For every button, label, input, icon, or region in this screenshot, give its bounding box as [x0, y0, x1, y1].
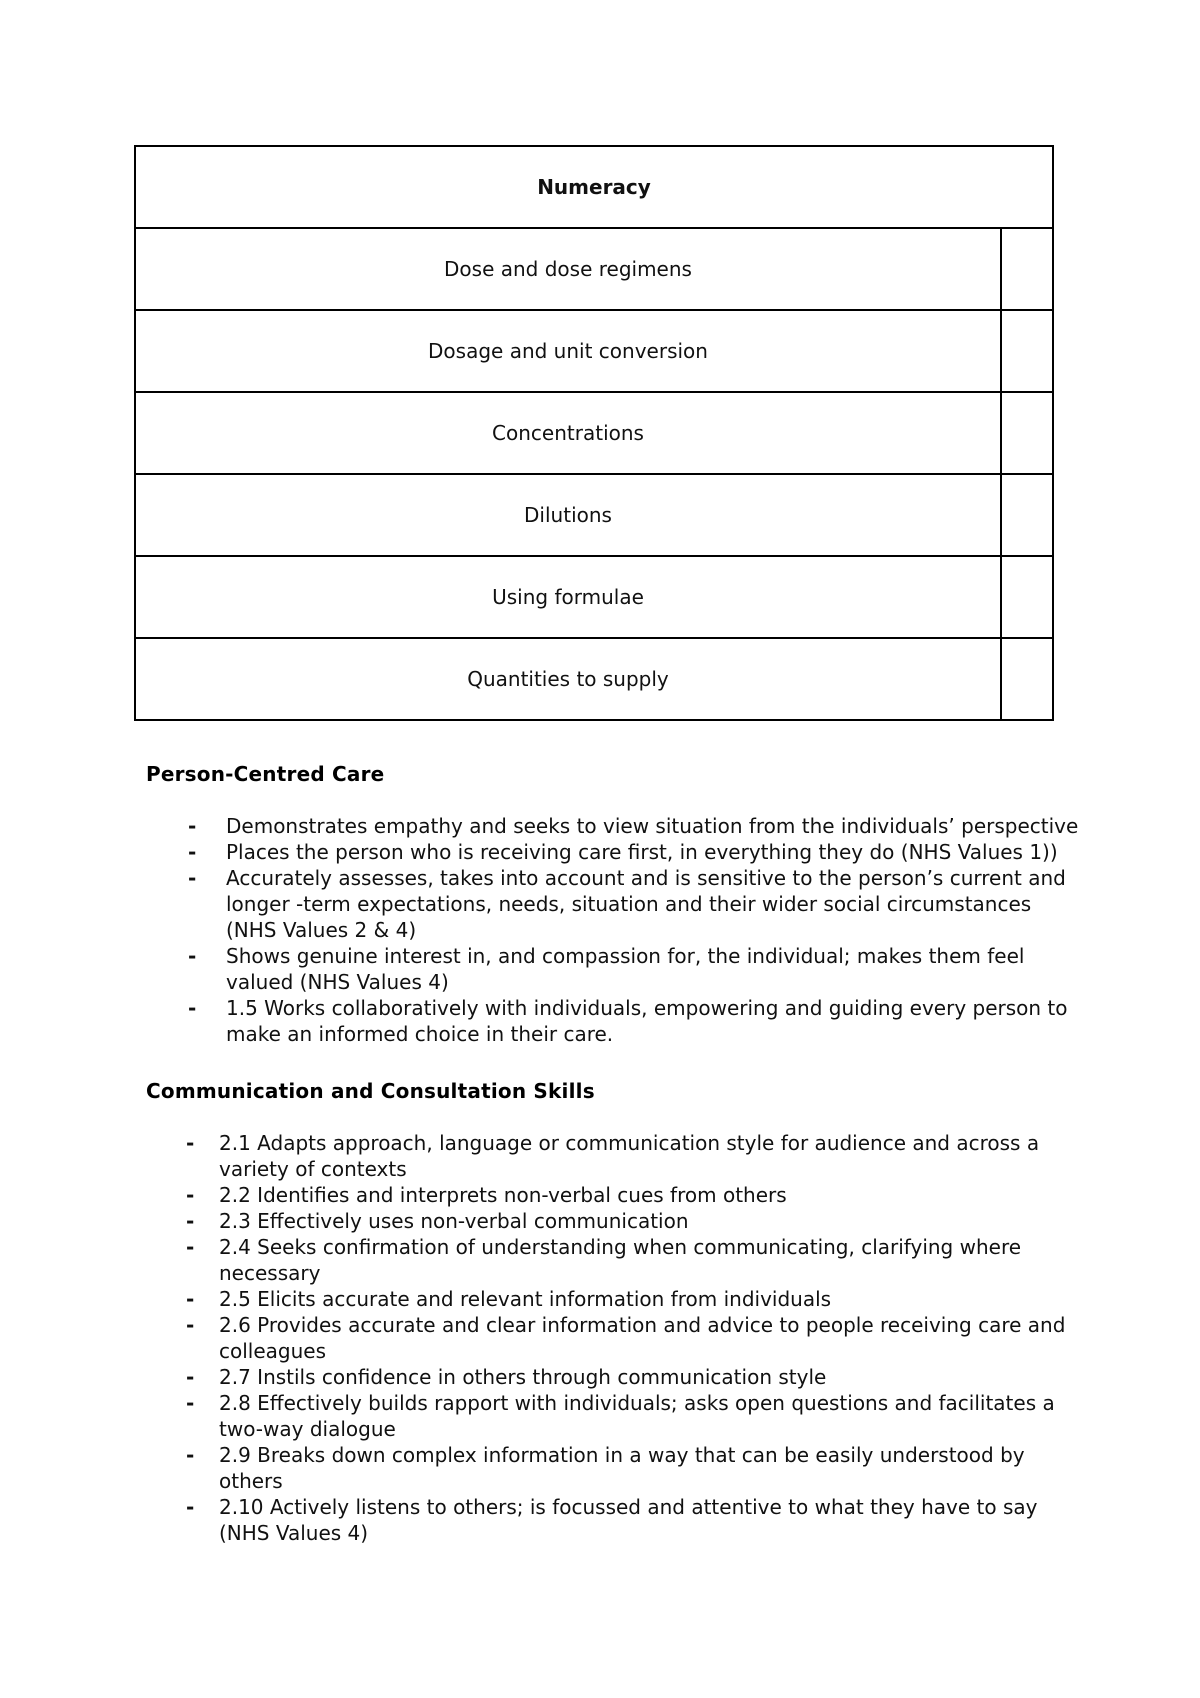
table-row [135, 310, 1053, 392]
row-label-formulae: Using formulae [135, 556, 1001, 638]
row-check-cell [1001, 556, 1053, 638]
list-item: - 2.6 Provides accurate and clear information and advice to people receiving care and colleagues [186, 1313, 1066, 1363]
list-item: - 2.5 Elicits accurate and relevant information from individuals [186, 1287, 832, 1311]
table-row [135, 474, 1053, 556]
table-row [135, 392, 1053, 474]
row-check-cell [1001, 392, 1053, 474]
dash-bullet: - [188, 866, 197, 890]
dash-bullet: - [186, 1287, 195, 1311]
row-label-dose-regimens: Dose and dose regimens [135, 228, 1001, 310]
dash-bullet: - [186, 1209, 195, 1233]
list-item: - 2.10 Actively listens to others; is focussed and attentive to what they have to say (NHS Values 4) [186, 1495, 1038, 1545]
dash-bullet: - [186, 1131, 195, 1155]
table-row [135, 228, 1053, 310]
dash-bullet: - [186, 1365, 195, 1389]
dash-bullet: - [188, 840, 197, 864]
list-item: - Accurately assesses, takes into account and is sensitive to the person’s current and longer -term expectations, needs, situation and their wider social circumstances (NHS Values 2 & 4) [188, 866, 1066, 942]
dash-bullet: - [186, 1235, 195, 1259]
list-item: - 2.9 Breaks down complex information in a way that can be easily understood by others [186, 1443, 1025, 1493]
numeracy-header-row [135, 146, 1053, 228]
dash-bullet: - [186, 1313, 195, 1337]
row-check-cell [1001, 228, 1053, 310]
row-label-concentrations: Concentrations [135, 392, 1001, 474]
row-check-cell [1001, 638, 1053, 720]
table-row [135, 638, 1053, 720]
list-item: - 2.2 Identifies and interprets non-verbal cues from others [186, 1183, 787, 1207]
row-check-cell [1001, 310, 1053, 392]
dash-bullet: - [188, 814, 197, 838]
list-item: - 2.8 Effectively builds rapport with individuals; asks open questions and facilitates a two-way dialogue [186, 1391, 1055, 1441]
list-item: - 2.1 Adapts approach, language or communication style for audience and across a variety of contexts [186, 1131, 1040, 1181]
dash-bullet: - [186, 1443, 195, 1467]
communication-skills-list [146, 1130, 1086, 1546]
dash-bullet: - [186, 1495, 195, 1519]
row-label-dilutions: Dilutions [135, 474, 1001, 556]
dash-bullet: - [186, 1183, 195, 1207]
list-item: - 1.5 Works collaboratively with individuals, empowering and guiding every person to make an informed choice in their care. [188, 996, 1068, 1046]
row-label-quantities: Quantities to supply [135, 638, 1001, 720]
person-centred-care-section [146, 761, 1086, 1047]
dash-bullet: - [186, 1391, 195, 1415]
numeracy-table [134, 145, 1054, 721]
dash-bullet: - [188, 996, 197, 1020]
communication-skills-section [146, 1078, 1086, 1546]
person-centred-care-list [146, 813, 1086, 1047]
list-item: - 2.3 Effectively uses non-verbal communication [186, 1209, 689, 1233]
row-check-cell [1001, 474, 1053, 556]
list-item: - Demonstrates empathy and seeks to view situation from the individuals’ perspective [188, 814, 1079, 838]
dash-bullet: - [188, 944, 197, 968]
numeracy-title: Numeracy [135, 146, 1053, 228]
list-item: - Shows genuine interest in, and compassion for, the individual; makes them feel valued (NHS Values 4) [188, 944, 1025, 994]
table-row [135, 556, 1053, 638]
list-item: - Places the person who is receiving care first, in everything they do (NHS Values 1)) [188, 840, 1058, 864]
list-item: - 2.7 Instils confidence in others through communication style [186, 1365, 827, 1389]
section-title: Communication and Consultation Skills [146, 1079, 595, 1103]
section-title: Person-Centred Care [146, 762, 385, 786]
list-item: - 2.4 Seeks confirmation of understanding when communicating, clarifying where necessary [186, 1235, 1022, 1285]
row-label-unit-conversion: Dosage and unit conversion [135, 310, 1001, 392]
